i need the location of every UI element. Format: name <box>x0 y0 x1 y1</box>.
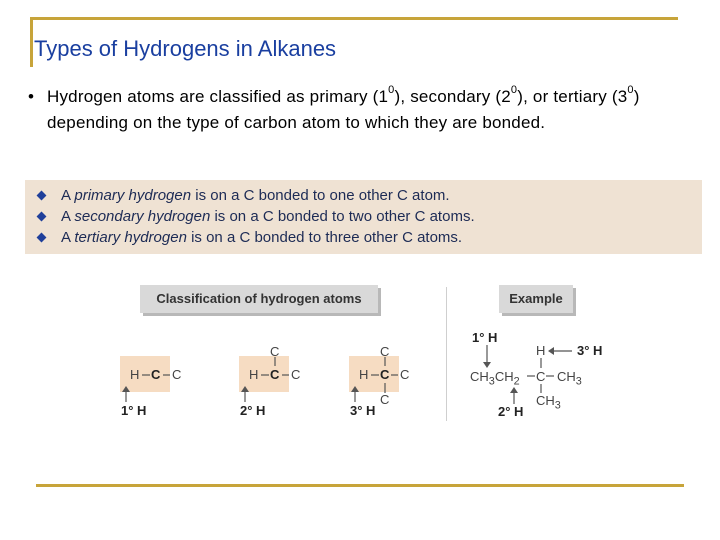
atom-c-tertiary: C <box>380 367 390 382</box>
slide-title: Types of Hydrogens in Alkanes <box>34 36 337 61</box>
example-label-tertiary: 3° H <box>577 343 603 358</box>
atom-c: C <box>380 344 390 359</box>
example-atom-c: C <box>536 369 546 384</box>
bullet-marker: • <box>28 87 34 106</box>
example-ch3-bottom: $CH_3$ <box>536 393 561 412</box>
atom-h: H <box>249 367 259 382</box>
example-ch3-right: $CH_3$ <box>557 369 582 388</box>
definition-primary: A primary hydrogen is on a C bonded to one other C atom. <box>61 187 450 204</box>
example-header: Example <box>499 285 573 313</box>
atom-c: C <box>400 367 410 382</box>
example-chain: $CH_3CH_2$ <box>470 369 520 388</box>
definition-tertiary: A tertiary hydrogen is on a C bonded to three other C atoms. <box>61 229 463 246</box>
atom-c: C <box>172 367 182 382</box>
example-label-primary: 1° H <box>472 330 498 345</box>
definition-secondary: A secondary hydrogen is on a C bonded to two other C atoms. <box>61 208 475 225</box>
classification-header: Classification of hydrogen atoms <box>140 285 378 313</box>
atom-c: C <box>270 344 280 359</box>
atom-c-secondary: C <box>270 367 280 382</box>
atom-c: C <box>291 367 301 382</box>
label-primary: 1° H <box>121 403 147 418</box>
label-secondary: 2° H <box>240 403 266 418</box>
atom-c-primary: C <box>151 367 161 382</box>
atom-h: H <box>359 367 369 382</box>
label-tertiary: 3° H <box>350 403 376 418</box>
atom-c: C <box>380 392 390 407</box>
bullet-text: Hydrogen atoms are classified as primary $(1^0)$, secondary $(2^0)$, or tertiary $(3^0)$ depending on the type of carbon atom to which they are bonded. <box>47 84 640 132</box>
atom-h: H <box>130 367 140 382</box>
example-label-secondary: 2° H <box>498 404 524 419</box>
example-atom-h: H <box>536 343 546 358</box>
